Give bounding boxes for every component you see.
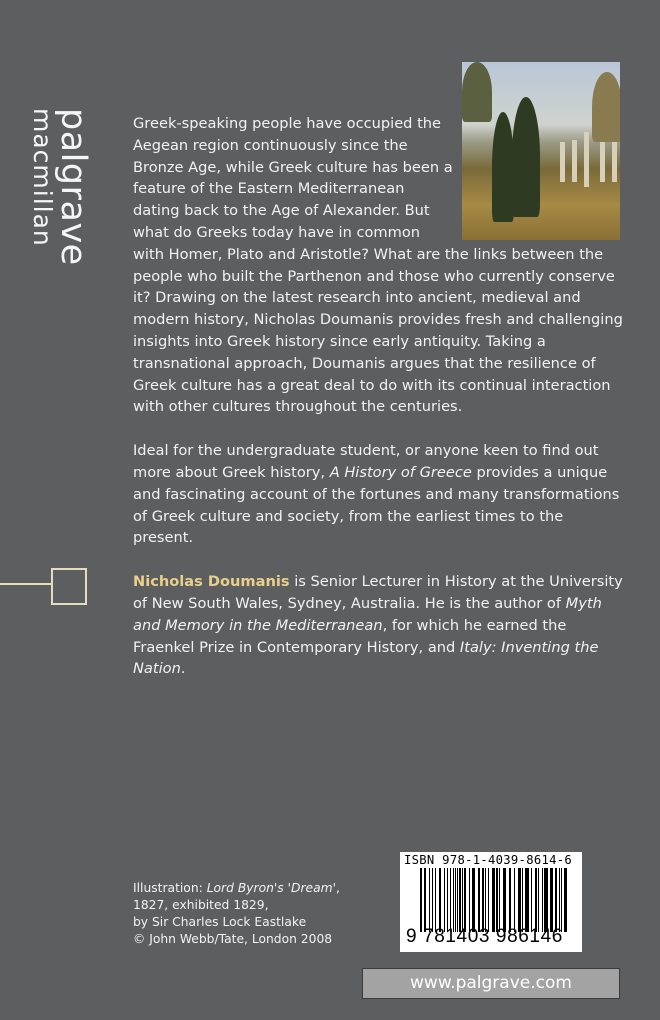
barcode-bar	[469, 868, 470, 932]
book-title: Myth and Memory in the Mediterranean	[133, 594, 602, 634]
barcode-bar	[555, 868, 557, 932]
barcode-bar	[559, 868, 560, 932]
logo-macmillan: macmillan	[28, 108, 57, 247]
barcode-bar	[424, 868, 426, 932]
barcode-bar	[420, 868, 422, 932]
barcode-bar	[492, 868, 495, 932]
barcode-bar	[499, 868, 500, 932]
book-title: A History of Greece	[329, 463, 472, 481]
barcode-bar	[535, 868, 537, 932]
website-link[interactable]: www.palgrave.com	[362, 968, 620, 999]
text: , for which he earned the Fraenkel Prize in Contemporary History, and	[133, 616, 567, 656]
text: .	[180, 660, 186, 678]
text: 1827, exhibited 1829,	[133, 898, 269, 912]
isbn-text: ISBN 978-1-4039-8614-6	[404, 853, 573, 867]
barcode-bar	[531, 868, 532, 932]
barcode-bar	[444, 868, 445, 932]
barcode-bar	[518, 868, 521, 932]
text: is Senior Lecturer in History at the University of New South Wales, Sydney, Australia. He is the author of	[133, 573, 623, 612]
barcode-bar	[450, 868, 451, 932]
text: provides a unique and fascinating account of the fortunes and many transformations of Greek culture and society, from the earliest times to the present.	[133, 463, 620, 547]
barcode-bar	[453, 868, 454, 932]
publisher-logo	[10, 108, 93, 278]
description-paragraph-1: Greek-speaking people have occupied the Aegean region continuously since the Bronze Age, while Greek culture has been a feature of the Eastern Mediterranean dating back to the Age of Alexander. But what do Greeks today have in common with Homer, Plato and Aristotle? What are the links between the people who built the Parthenon and those who currently conserve it? Drawing on the latest research into ancient, medieval and modern history, Nicholas Doumanis provides fresh and challenging insights into Greek history since early antiquity. Taking a transnational approach, Doumanis argues that the resilience of Greek culture has a great deal to do with its continual interaction with other cultures throughout the centuries.	[133, 115, 623, 416]
author-bio	[133, 571, 623, 680]
barcode-bar	[459, 868, 461, 932]
barcode-bar	[457, 868, 458, 932]
description-paragraph-2	[133, 440, 623, 549]
barcode-bar	[550, 868, 553, 932]
author-name: Nicholas Doumanis	[133, 573, 290, 591]
barcode-bar	[439, 868, 441, 932]
decorative-square	[51, 568, 87, 605]
barcode-bar	[564, 868, 567, 932]
barcode-bar	[509, 868, 511, 932]
ean-number: 9 781403 986146	[406, 926, 563, 947]
logo-palgrave: palgrave	[53, 108, 93, 266]
book-description	[133, 113, 623, 702]
barcode-bar	[542, 868, 543, 932]
barcode-bar	[485, 868, 486, 932]
barcode-bar	[488, 868, 489, 932]
text: Illustration:	[133, 881, 207, 895]
text: © John Webb/Tate, London 2008	[133, 932, 333, 946]
isbn-barcode	[400, 852, 582, 952]
barcode-bar	[447, 868, 448, 932]
text: ,	[335, 881, 340, 895]
barcode-bar	[478, 868, 480, 932]
text: Ideal for the undergraduate student, or anyone keen to find out more about Greek history,	[133, 442, 599, 481]
barcode-bar	[503, 868, 506, 932]
barcode-bar	[455, 868, 456, 932]
text: by Sir Charles Lock Eastlake	[133, 915, 307, 929]
barcode-bars	[420, 868, 570, 932]
barcode-bar	[522, 868, 523, 932]
barcode-bar	[544, 868, 548, 932]
decorative-line	[0, 583, 52, 585]
barcode-bar	[464, 868, 466, 932]
barcode-bar	[525, 868, 529, 932]
barcode-bar	[472, 868, 475, 932]
barcode-bar	[496, 868, 498, 932]
barcode-bar	[538, 868, 539, 932]
book-title: Italy: Inventing the Nation	[133, 638, 599, 678]
illustration-credit	[133, 880, 340, 948]
barcode-bar	[435, 868, 436, 932]
barcode-bar	[561, 868, 562, 932]
barcode-bar	[432, 868, 433, 932]
barcode-bar	[429, 868, 430, 932]
barcode-bar	[482, 868, 484, 932]
barcode-bar	[514, 868, 515, 932]
barcode-bar	[462, 868, 463, 932]
artwork-title: Lord Byron's 'Dream'	[206, 881, 336, 895]
